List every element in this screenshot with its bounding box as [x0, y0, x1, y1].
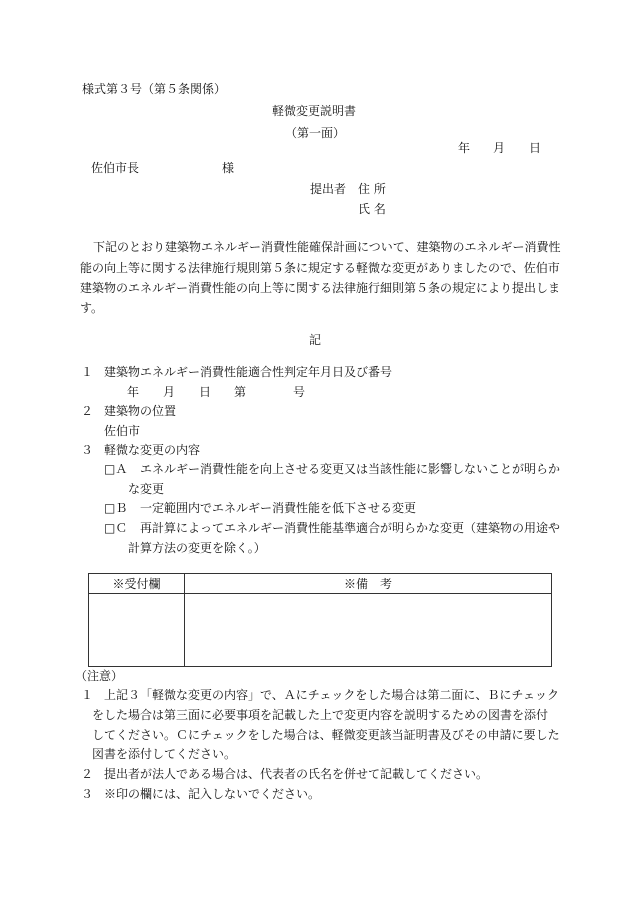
note-line: 上記３「軽微な変更の内容」で、Ａにチェックをした場合は第二面に、Ｂにチェック — [104, 688, 560, 702]
option-c-text: 再計算によってエネルギー消費性能基準適合が明らかな変更（建築物の用途や — [140, 521, 561, 535]
note-line: 図書を添付してください。 — [92, 747, 237, 761]
option-b-text: 一定範囲内でエネルギー消費性能を低下させる変更 — [140, 501, 417, 515]
item-number: １ — [81, 365, 94, 379]
submitter-name-label: 氏 名 — [358, 202, 386, 216]
reception-cell[interactable] — [89, 594, 185, 667]
body-line: 能の向上等に関する法律施行規則第５条に規定する軽微な変更がありましたので、佐伯市 — [80, 261, 560, 275]
reception-column-header: ※受付欄 — [89, 574, 185, 594]
notes-heading: （注意） — [75, 669, 124, 683]
remarks-cell[interactable] — [185, 594, 552, 667]
item-number: ３ — [81, 443, 94, 457]
remarks-column-header: ※備 考 — [185, 574, 552, 594]
option-a-text: な変更 — [128, 482, 165, 496]
addressee-name: 佐伯市長 — [91, 161, 140, 175]
ki-heading: 記 — [309, 333, 322, 347]
reception-table — [88, 573, 552, 667]
building-location-value: 佐伯市 — [104, 424, 141, 438]
document-title: 軽微変更説明書 — [272, 104, 357, 118]
note-number: ２ — [81, 767, 94, 781]
note-number: １ — [81, 688, 94, 702]
item-number: ２ — [81, 404, 94, 418]
option-b-checkbox-label[interactable]: □Ｂ — [104, 501, 128, 515]
note-line: 提出者が法人である場合は、代表者の氏名を併せて記載してください。 — [104, 767, 489, 781]
judgment-month-label: 月 — [163, 385, 176, 399]
judgment-gou-label: 号 — [293, 385, 306, 399]
date-year-label: 年 — [458, 141, 471, 155]
item-label: 建築物エネルギー消費性能適合性判定年月日及び番号 — [104, 365, 393, 379]
note-line: してください。Ｃにチェックをした場合は、軽微変更該当証明書及びその申請に要した — [92, 728, 560, 742]
submitter-label: 提出者 — [310, 182, 347, 196]
form-number: 様式第３号（第５条関係） — [82, 82, 227, 96]
judgment-year-label: 年 — [127, 385, 140, 399]
body-line: 下記のとおり建築物エネルギー消費性能確保計画について、建築物のエネルギー消費性 — [93, 240, 561, 254]
option-a-text: エネルギー消費性能を向上させる変更又は当該性能に影響しないことが明らか — [140, 462, 561, 476]
judgment-dai-label: 第 — [234, 385, 247, 399]
option-a-checkbox-label[interactable]: □Ａ — [104, 462, 128, 476]
judgment-day-label: 日 — [199, 385, 212, 399]
note-line: ※印の欄には、記入しないでください。 — [104, 787, 321, 801]
date-month-label: 月 — [493, 141, 506, 155]
option-c-text: 計算方法の変更を除く。） — [128, 541, 266, 555]
date-day-label: 日 — [529, 141, 542, 155]
addressee-honorific: 様 — [222, 161, 235, 175]
body-line: す。 — [80, 301, 104, 315]
body-line: 建築物のエネルギー消費性能の向上等に関する法律施行細則第５条の規定により提出しま — [80, 281, 561, 295]
item-label: 建築物の位置 — [104, 404, 177, 418]
document-subtitle: （第一面） — [285, 126, 346, 140]
note-line: をした場合は第三面に必要事項を記載した上で変更内容を説明するための図書を添付 — [92, 708, 549, 722]
option-c-checkbox-label[interactable]: □Ｃ — [104, 521, 128, 535]
item-label: 軽微な変更の内容 — [104, 443, 201, 457]
submitter-address-label: 住 所 — [358, 182, 386, 196]
note-number: ３ — [81, 787, 94, 801]
